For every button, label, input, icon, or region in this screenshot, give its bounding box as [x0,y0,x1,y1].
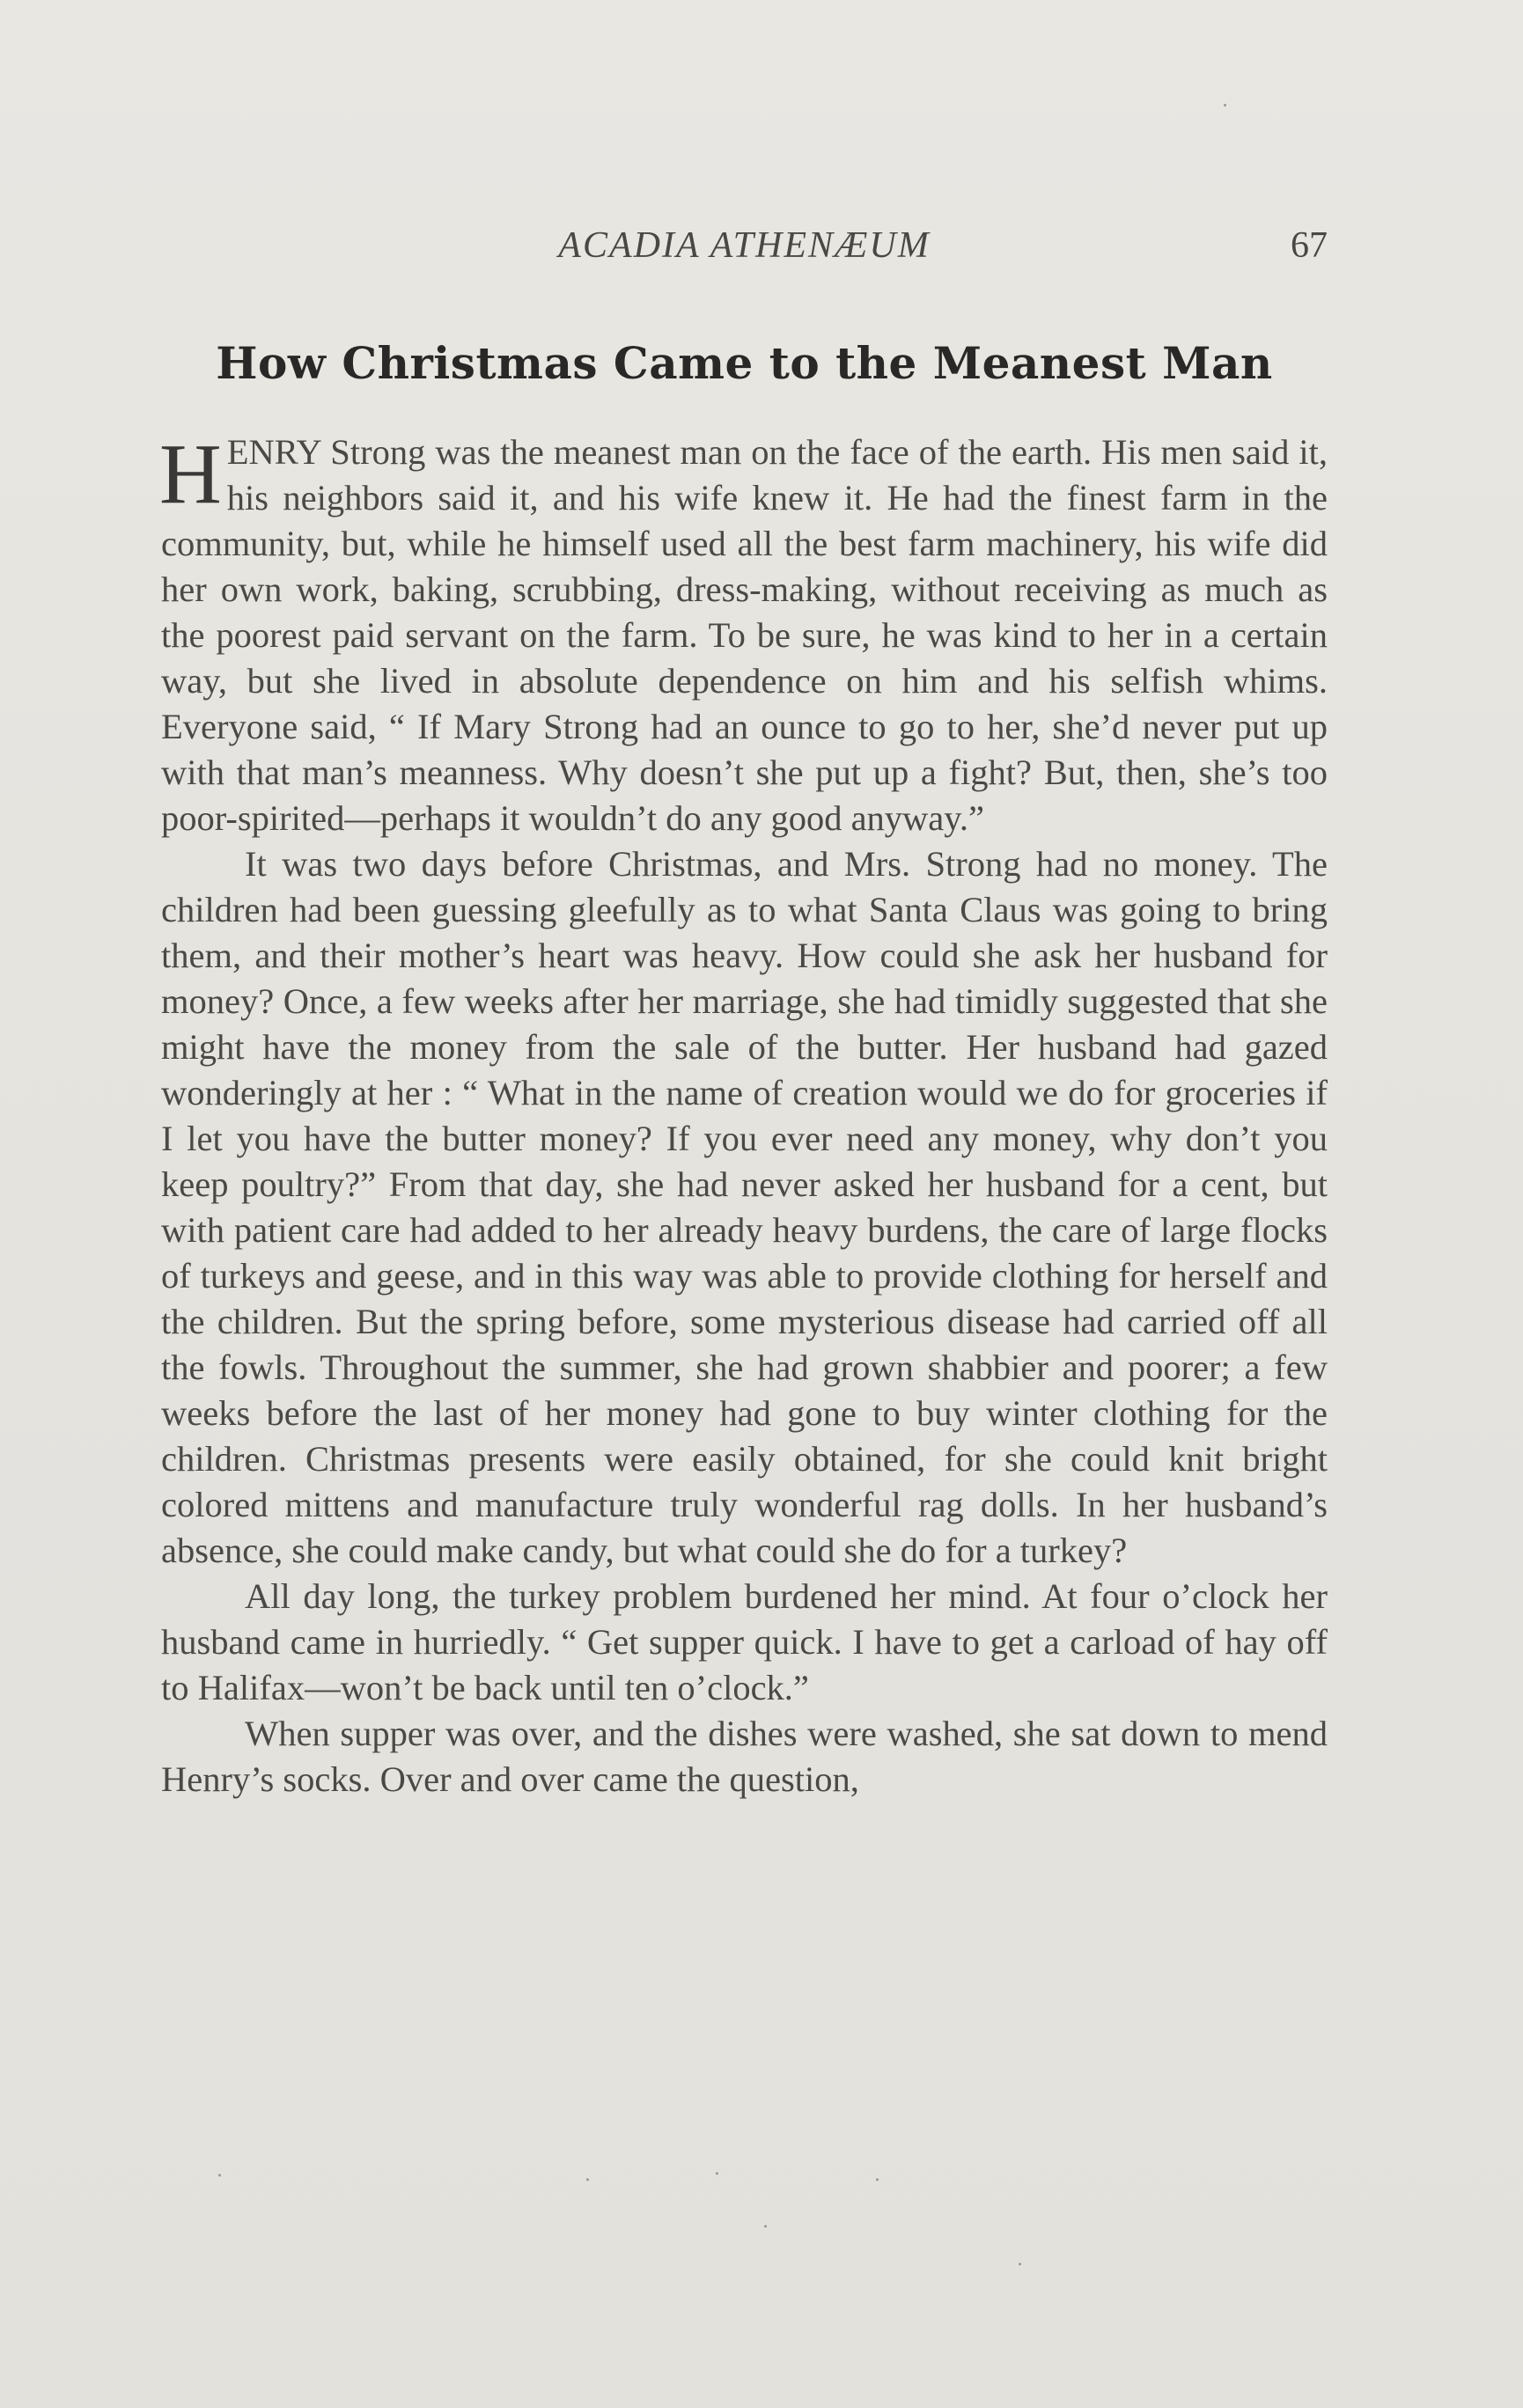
paragraph-3: All day long, the turkey problem burdened her mind. At four o’clock her husband came in hurriedly. “ Get supper quick. I have to get a carload of hay off to Halifax—won’t be back until ten o’clock.” [161,1576,1328,1707]
speck [876,2178,879,2181]
running-header [161,224,1328,277]
speck [586,2178,589,2181]
paragraph-1-text: ENRY Strong was the meanest man on the face of the earth. His men said it, his neighbors said it, and his wife knew it. He had the finest farm in the community, but, while he himself used all the best farm machinery, his wife did her own work, baking, scrubbing, dress-making, without receiving as much as the poorest paid servant on the farm. To be sure, he was kind to her in a certain way, but she lived in absolute dependence on him and his selfish whims. Everyone said, “ If Mary Strong had an ounce to go to her, she’d never put up with that man’s meanness. Why doesn’t she put up a fight? But, then, she’s too poor-spirited—perhaps it wouldn’t do any good anyway.” [161,432,1328,838]
paragraph-4: When supper was over, and the dishes were washed, she sat down to mend Henry’s socks. Over and over came the question, [161,1714,1328,1799]
paragraph-1 [161,429,1328,841]
article-title: How Christmas Came to the Meanest Man [216,337,1273,389]
speck [716,2172,718,2175]
page-number: 67 [1291,225,1328,266]
article-body [161,429,1328,1802]
journal-title: ACADIA ATHENÆUM [558,225,931,266]
speck [1019,2263,1021,2265]
drop-cap: H [159,427,222,522]
speck [218,2174,221,2177]
speck [1224,104,1226,106]
paragraph-2: It was two days before Christmas, and Mrs. Strong had no money. The children had been guessing gleefully as to what Santa Claus was going to bring them, and their mother’s heart was heavy. How could she ask her husband for money? Once, a few weeks after her marriage, she had timidly suggested that she might have the money from the sale of the butter. Her husband had gazed wonderingly at her : “ What in the name of creation would we do for groceries if I let you have the butter money? If you ever need any money, why don’t you keep poultry?” From that day, she had never asked her husband for a cent, but with patient care had added to her already heavy burdens, the care of large flocks of turkeys and geese, and in this way was able to provide clothing for herself and the children. But the spring before, some mysterious disease had carried off all the fowls. Throughout the summer, she had grown shabbier and poorer; a few weeks before the last of her money had gone to buy winter clothing for the children. Christmas presents were easily obtained, for she could knit bright colored mittens and manufacture truly wonderful rag dolls. In her husband’s absence, she could make candy, but what could she do for a turkey? [161,844,1328,1570]
speck [764,2225,767,2228]
